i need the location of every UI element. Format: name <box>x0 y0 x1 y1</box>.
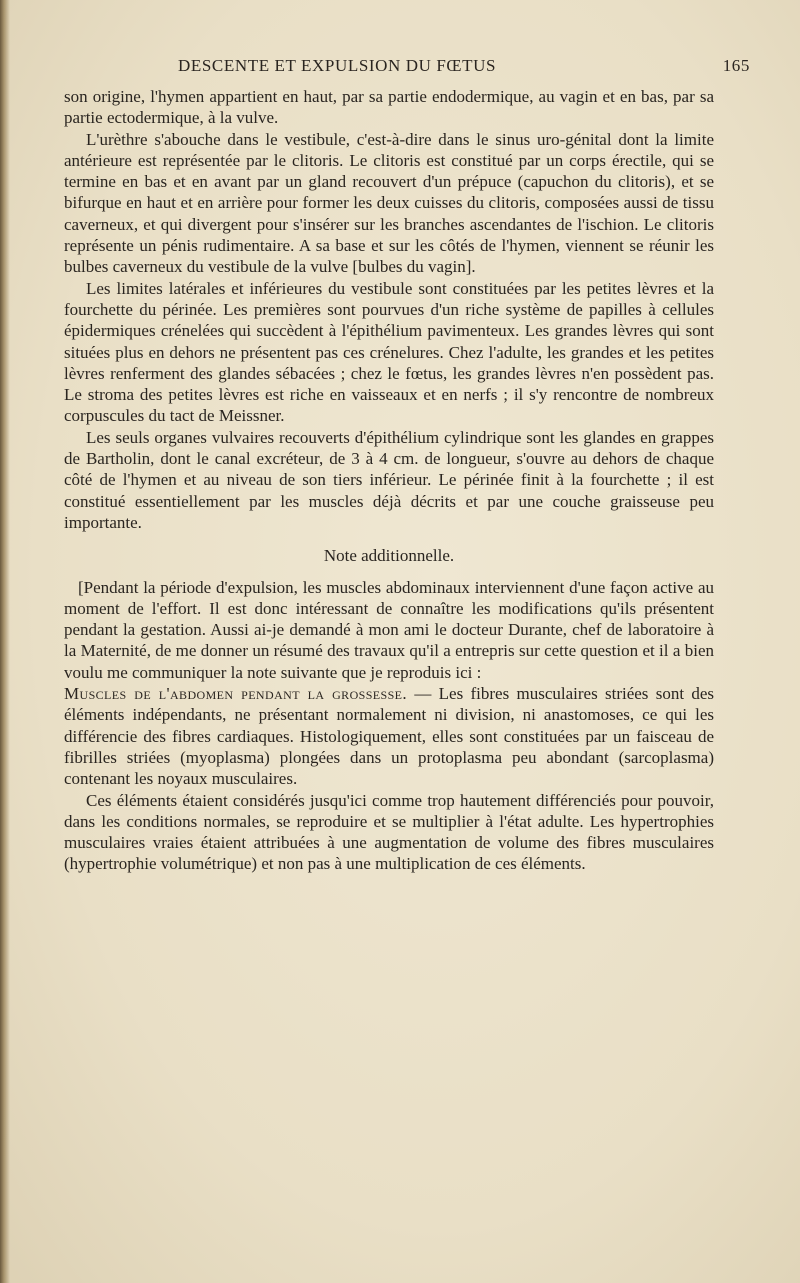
body-text <box>64 86 714 875</box>
paragraph: [Pendant la période d'expulsion, les muscles abdominaux interviennent d'une façon active au moment de l'effort. Il est donc intéressant de connaître les modifications qu'ils présentent pendant la gestation. Aussi ai-je demandé à mon ami le docteur Durante, chef de laboratoire à la Maternité, de me donner un résumé des travaux qu'il a entrepris sur cette question et il a bien voulu me communiquer la note suivante que je reproduis ici : <box>64 577 714 682</box>
paragraph: son origine, l'hymen appartient en haut, par sa partie endodermique, au vagin et en bas, par sa partie ectodermique, à la vulve. <box>64 87 714 128</box>
note-title: Note additionnelle. <box>323 546 455 566</box>
section-heading: Muscles de l'abdomen pendant la grossesse. <box>64 684 408 704</box>
page-number: 165 <box>722 56 750 75</box>
running-title: DESCENTE ET EXPULSION DU FŒTUS <box>178 56 497 75</box>
page-header <box>60 56 750 80</box>
paragraph: Ces éléments étaient considérés jusqu'ici comme trop hautement différenciés pour pouvoir, dans les conditions normales, se reproduire et se multiplier à l'état adulte. Les hypertrophies musculaires vraies étaient attribuées à une augmentation de volume des fibres musculaires (hypertrophie volumétrique) et non pas à une multiplication de ces éléments. <box>64 790 714 874</box>
page-binding-edge <box>0 0 10 1283</box>
paragraph: L'urèthre s'abouche dans le vestibule, c'est-à-dire dans le sinus uro-génital dont la limite antérieure est représentée par le clitoris. Le clitoris est constitué par un corps érectile, qui se termine en bas et en avant par un gland recouvert d'un prépuce (capuchon du clitoris), et se bifurque en haut et en arrière pour former les deux cuisses du clitoris, composées aussi de tissu caverneux, et qui divergent pour s'insérer sur les branches ascendantes de l'ischion. Le clitoris représente un pénis rudimentaire. A sa base et sur les côtés de l'hymen, viennent se réunir les bulbes caverneux du vestibule de la vulve [bulbes du vagin]. <box>64 129 714 277</box>
paragraph: Les limites latérales et inférieures du vestibule sont constituées par les petites lèvres et la fourchette du périnée. Les premières sont pourvues d'un riche système de papilles à cellules épidermiques crénelées qui succèdent à l'épithélium pavimenteux. Les grandes lèvres qui sont situées plus en dehors ne présentent pas ces crénelures. Chez l'adulte, les grandes et les petites lèvres renferment des glandes sébacées ; chez le fœtus, les grandes lèvres n'en possèdent pas. Le stroma des petites lèvres est riche en vaisseaux et en nerfs ; il s'y rencontre de nombreux corpuscules du tact de Meissner. <box>64 278 714 426</box>
paragraph-text: — Les fibres musculaires striées sont des éléments indépendants, ne présentant normalement ni division, ni anastomoses, ce qui les différencie des fibres cardiaques. Histologiquement, elles sont constituées par un faisceau de fibrilles striées (myoplasma) plongées dans un protoplasma peu abondant (sarcoplasma) contenant les noyaux musculaires. <box>64 684 714 789</box>
paragraph: Les seuls organes vulvaires recouverts d'épithélium cylindrique sont les glandes en grappes de Bartholin, dont le canal excréteur, de 3 à 4 cm. de longueur, s'ouvre au dehors de chaque côté de l'hymen et au niveau de son tiers inférieur. Le périnée finit à la fourchette ; il est constitué essentiellement par les muscles déjà décrits et par une couche graisseuse peu importante. <box>64 427 714 532</box>
paragraph <box>64 683 714 789</box>
